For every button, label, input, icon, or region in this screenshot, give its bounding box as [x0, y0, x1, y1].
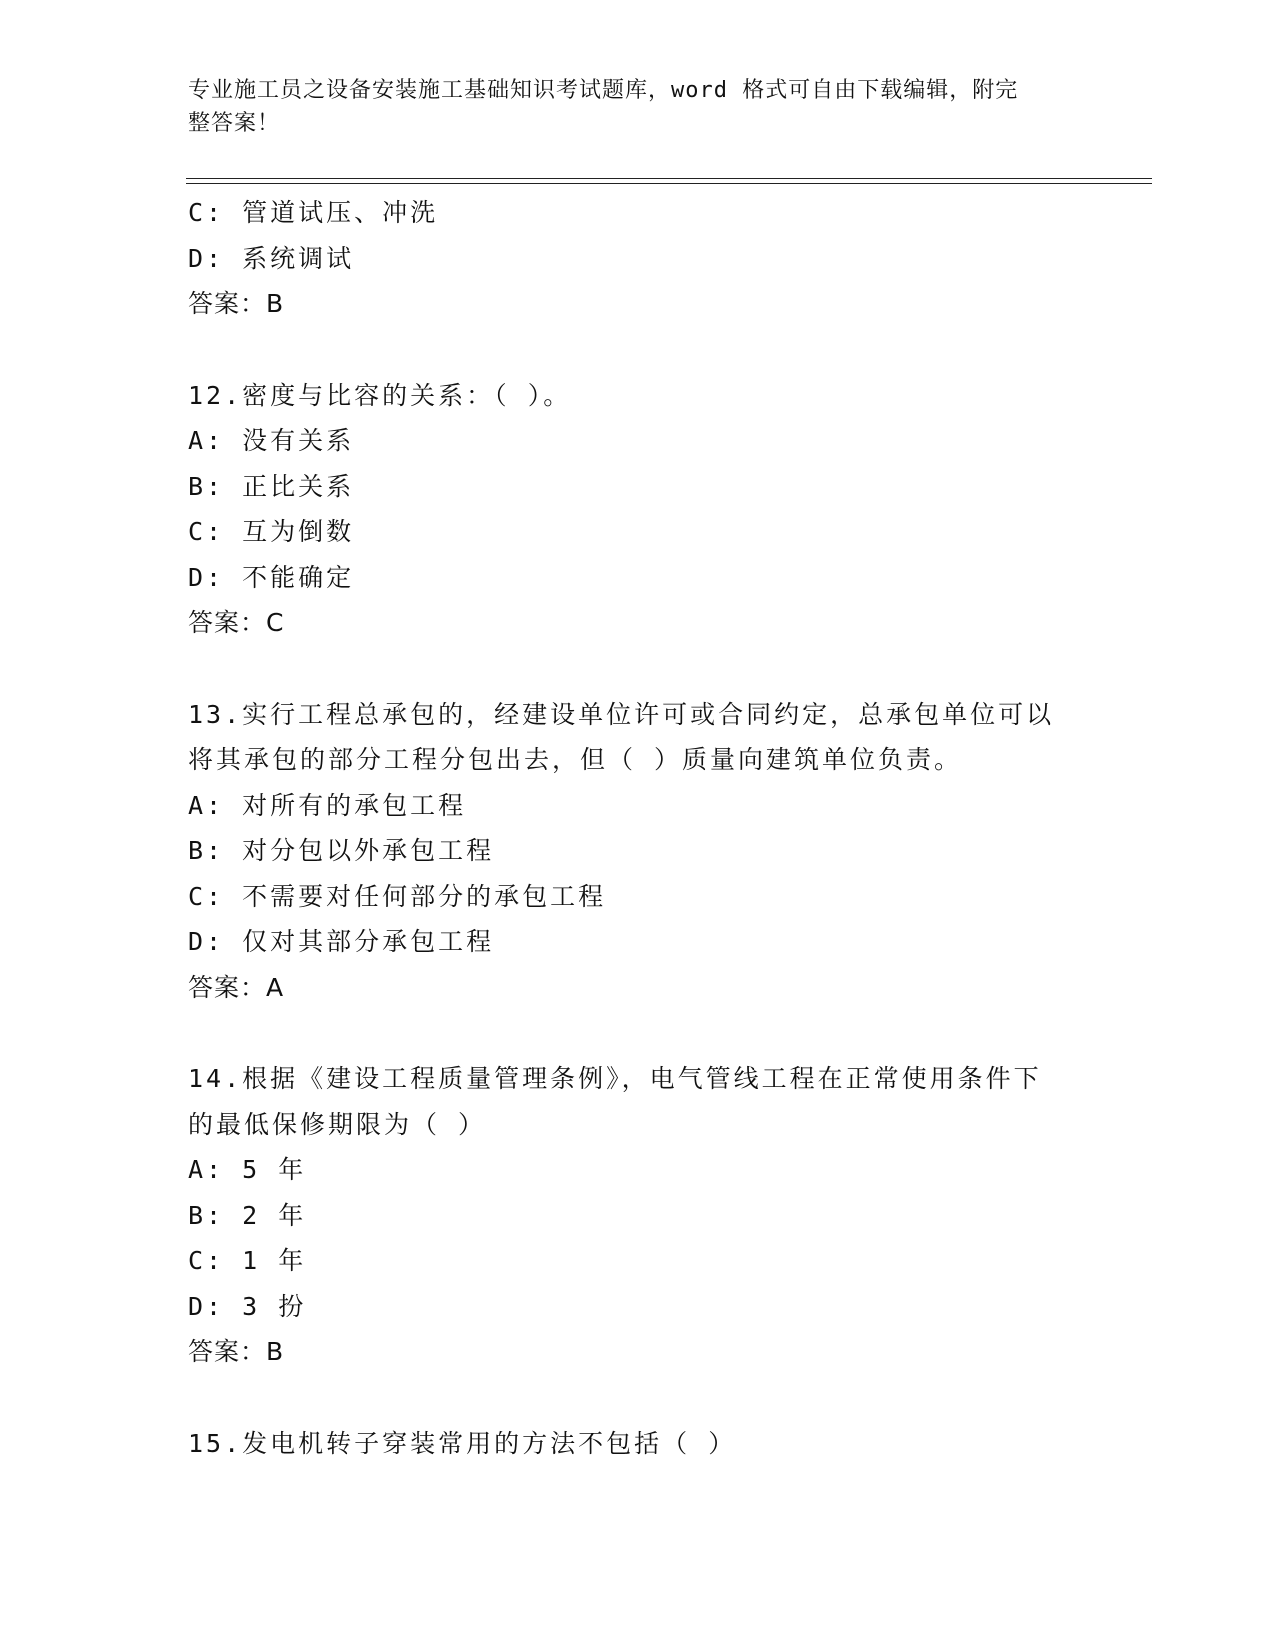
question-block-13: [188, 692, 1088, 1011]
spacer: [188, 327, 1088, 373]
header-line-2: 整答案！: [188, 111, 281, 136]
question-block-12: [188, 373, 1088, 646]
option-b: B: 2 年: [188, 1200, 307, 1230]
answer-line: 答案：B: [188, 1337, 285, 1366]
option-c: C: 管道试压、冲洗: [188, 198, 439, 227]
question-text-continued: 的最低保修期限为（ ）: [188, 1109, 487, 1139]
spacer: [188, 1375, 1088, 1421]
answer-line: 答案：B: [188, 289, 285, 318]
question-block-14: [188, 1056, 1088, 1375]
option-a: A: 5 年: [188, 1155, 307, 1184]
question-text-continued: 将其承包的部分工程分包出去，但（ ）质量向建筑单位负责。: [188, 745, 963, 774]
header-divider-bottom: [186, 183, 1152, 184]
option-c: C: 互为倒数: [188, 517, 355, 546]
spacer: [188, 646, 1088, 692]
option-b: B: 对分包以外承包工程: [188, 836, 495, 865]
answer-line: 答案：A: [188, 972, 285, 1002]
option-a: A: 对所有的承包工程: [188, 790, 467, 820]
spacer: [188, 1010, 1088, 1056]
document-header: [188, 74, 1068, 140]
option-c: C: 不需要对任何部分的承包工程: [188, 881, 607, 911]
option-d: D: 不能确定: [188, 562, 355, 592]
question-text: 13.实行工程总承包的，经建设单位许可或合同约定，总承包单位可以: [188, 699, 1055, 729]
option-a: A: 没有关系: [188, 426, 355, 455]
option-d: D: 3 扮: [188, 1291, 307, 1321]
question-block-11: [188, 190, 1088, 327]
question-text: 12.密度与比容的关系：（ ）。: [188, 380, 572, 410]
question-text: 14.根据《建设工程质量管理条例》，电气管线工程在正常使用条件下: [188, 1064, 1042, 1093]
option-c: C: 1 年: [188, 1246, 307, 1275]
answer-line: 答案：C: [188, 608, 285, 637]
option-d: D: 系统调试: [188, 243, 355, 273]
header-line-1: 专业施工员之设备安装施工基础知识考试题库，word 格式可自由下载编辑，附完: [188, 78, 1019, 103]
option-d: D: 仅对其部分承包工程: [188, 927, 495, 956]
option-b: B: 正比关系: [188, 471, 355, 501]
header-divider-top: [186, 178, 1152, 179]
question-list: [188, 190, 1088, 1466]
question-text: 15.发电机转子穿装常用的方法不包括（ ）: [188, 1428, 737, 1458]
question-block-15: [188, 1421, 1088, 1467]
